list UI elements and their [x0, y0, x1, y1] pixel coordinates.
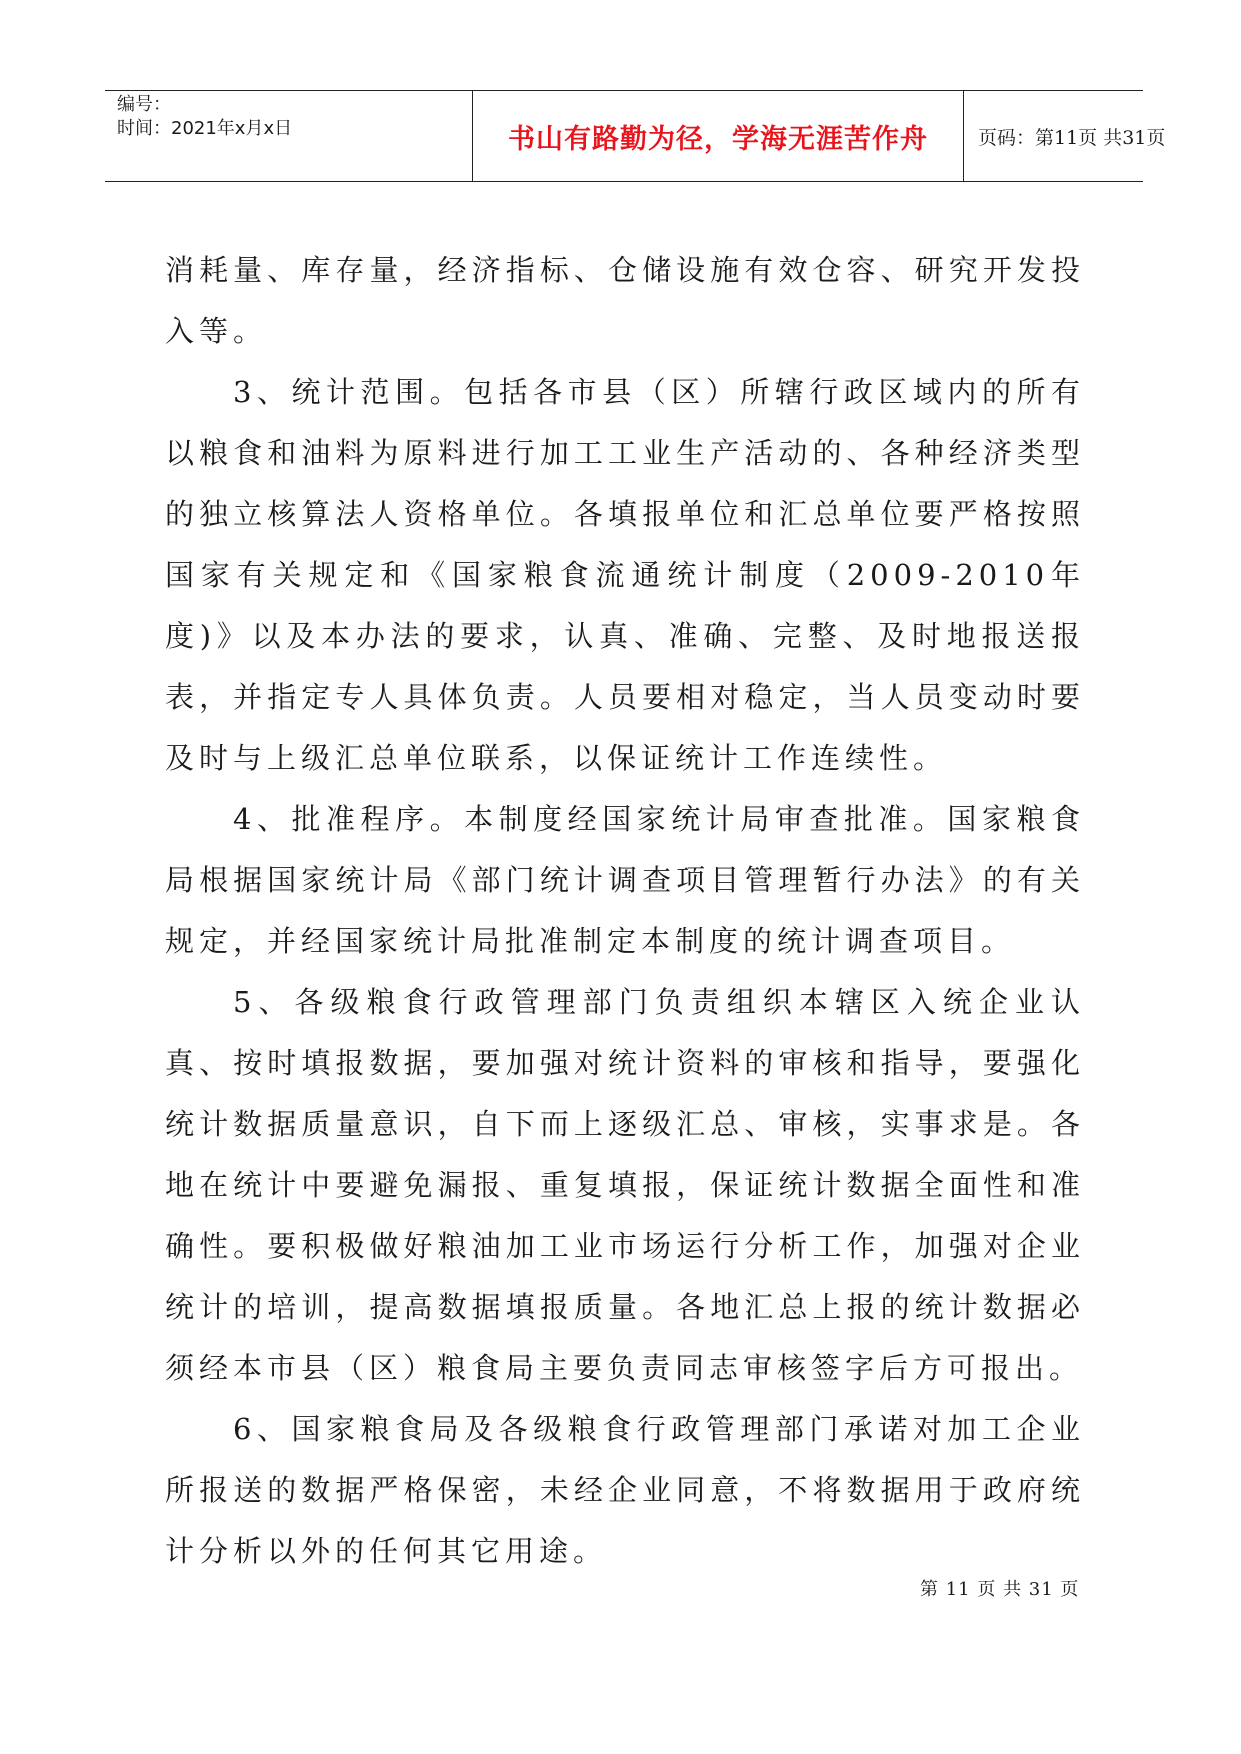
- document-number-label: 编号：: [117, 94, 171, 115]
- paragraph-confidentiality: 6、国家粮食局及各级粮食行政管理部门承诺对加工企业所报送的数据严格保密，未经企业同意，不将数据用于政府统计分析以外的任何其它用途。: [165, 1412, 1085, 1568]
- paragraph-continuation: 消耗量、库存量，经济指标、仓储设施有效仓容、研究开发投入等。: [165, 253, 1085, 348]
- header-motto-cell: [472, 91, 964, 181]
- paragraph-approval-procedure: 4、批准程序。本制度经国家统计局审查批准。国家粮食局根据国家统计局《部门统计调查项目管理暂行办法》的有关规定，并经国家统计局批准制定本制度的统计调查项目。: [165, 802, 1085, 958]
- header-motto: 书山有路勤为径，学海无涯苦作舟: [508, 123, 928, 155]
- header-page-label: 页码：第11页 共31页: [978, 126, 1166, 149]
- header-page-cell: [964, 91, 1166, 181]
- header-meta: [117, 91, 472, 181]
- page-header: [105, 90, 1166, 182]
- page-footer-number: 第 11 页 共 31 页: [920, 1579, 1080, 1600]
- document-time-label: 时间：2021年x月x日: [117, 118, 293, 139]
- paragraph-reporting-responsibility: 5、各级粮食行政管理部门负责组织本辖区入统企业认真、按时填报数据，要加强对统计资料的审核和指导，要强化统计数据质量意识，自下而上逐级汇总、审核，实事求是。各地在统计中要避免漏报、重复填报，保证统计数据全面性和准确性。要积极做好粮油加工业市场运行分析工作，加强对企业统计的培训，提高数据填报质量。各地汇总上报的统计数据必须经本市县（区）粮食局主要负责同志审核签字后方可报出。: [165, 985, 1085, 1385]
- paragraph-statistical-scope: 3、统计范围。包括各市县（区）所辖行政区域内的所有以粮食和油料为原料进行加工工业生产活动的、各种经济类型的独立核算法人资格单位。各填报单位和汇总单位要严格按照国家有关规定和《国家粮食流通统计制度（2009-2010年度)》以及本办法的要求，认真、准确、完整、及时地报送报表，并指定专人具体负责。人员要相对稳定，当人员变动时要及时与上级汇总单位联系，以保证统计工作连续性。: [165, 375, 1085, 775]
- document-body: [165, 240, 1085, 1582]
